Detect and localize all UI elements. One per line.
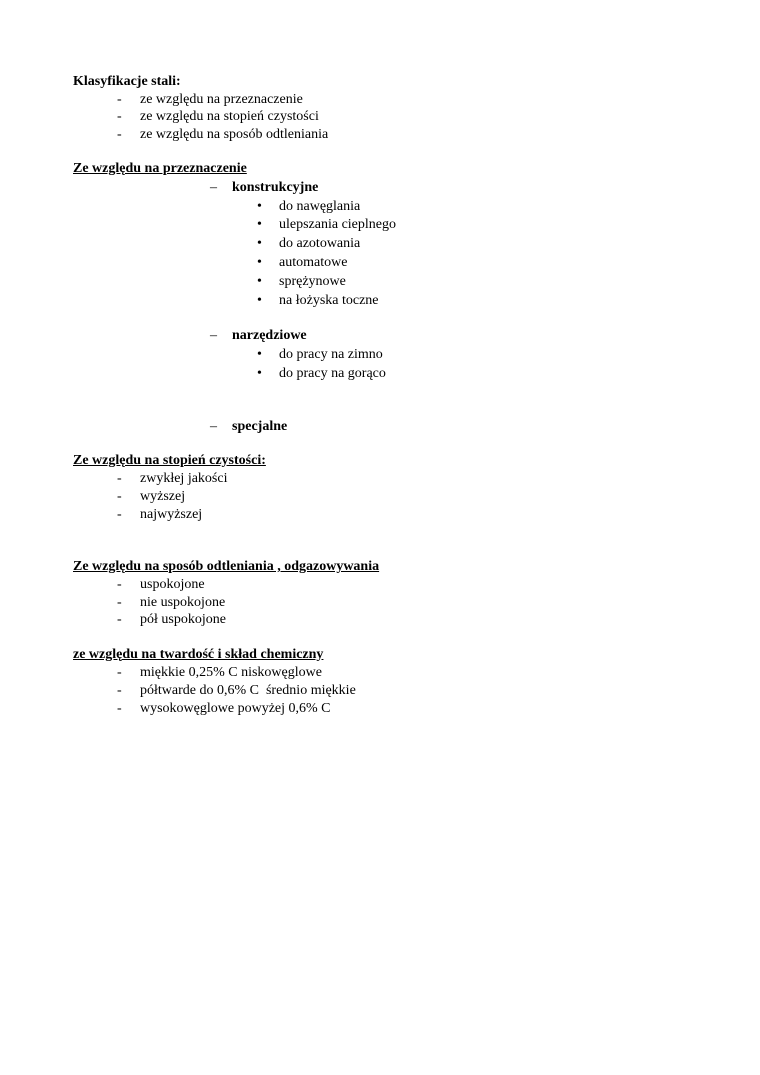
deoxidation-item: pół uspokojone — [140, 612, 226, 627]
dash-marker: - — [117, 507, 122, 522]
purpose-group-item: sprężynowe — [279, 274, 346, 289]
purity-item: najwyższej — [140, 507, 203, 522]
dash-marker: - — [117, 683, 122, 698]
purpose-group-name: konstrukcyjne — [232, 180, 319, 195]
dash-marker: - — [117, 577, 122, 592]
purpose-group-name: narzędziowe — [232, 328, 307, 343]
deoxidation-item: nie uspokojone — [140, 595, 226, 610]
dash-marker: - — [117, 701, 122, 716]
hardness-item: wysokowęglowe powyżej 0,6% C — [140, 701, 331, 716]
classification-item: ze względu na przeznaczenie — [140, 92, 303, 107]
deoxidation-item: uspokojone — [140, 577, 205, 592]
endash-marker: – — [210, 419, 217, 434]
deoxidation-heading: Ze względu na sposób odtleniania , odgazowywania — [73, 559, 380, 574]
purpose-group-name: specjalne — [232, 419, 288, 434]
purpose-group-item: do azotowania — [279, 236, 361, 251]
purpose-group-item: do pracy na zimno — [279, 347, 383, 362]
purpose-group-item: na łożyska toczne — [279, 293, 379, 308]
purpose-group-item: do nawęglania — [279, 199, 361, 214]
purity-item: zwykłej jakości — [140, 471, 228, 486]
purpose-group-item: do pracy na gorąco — [279, 366, 386, 381]
endash-marker: – — [210, 328, 217, 343]
dash-marker: - — [117, 127, 122, 142]
dash-marker: - — [117, 612, 122, 627]
dash-marker: - — [117, 109, 122, 124]
bullet-marker: • — [257, 255, 262, 270]
bullet-marker: • — [257, 236, 262, 251]
classification-item: ze względu na stopień czystości — [140, 109, 319, 124]
purity-heading: Ze względu na stopień czystości: — [73, 453, 266, 468]
dash-marker: - — [117, 92, 122, 107]
purpose-heading: Ze względu na przeznaczenie — [73, 161, 247, 176]
purity-item: wyższej — [140, 489, 186, 504]
bullet-marker: • — [257, 347, 262, 362]
bullet-marker: • — [257, 366, 262, 381]
dash-marker: - — [117, 489, 122, 504]
purpose-group-item: ulepszania cieplnego — [279, 217, 397, 232]
bullet-marker: • — [257, 274, 262, 289]
classification-item: ze względu na sposób odtleniania — [140, 127, 329, 142]
bullet-marker: • — [257, 293, 262, 308]
hardness-heading: ze względu na twardość i skład chemiczny — [73, 647, 324, 662]
dash-marker: - — [117, 471, 122, 486]
hardness-item: półtwarde do 0,6% C średnio miękkie — [140, 683, 356, 698]
purpose-group-item: automatowe — [279, 255, 348, 270]
hardness-item: miękkie 0,25% C niskowęglowe — [140, 665, 322, 680]
dash-marker: - — [117, 595, 122, 610]
endash-marker: – — [210, 180, 217, 195]
bullet-marker: • — [257, 199, 262, 214]
bullet-marker: • — [257, 217, 262, 232]
dash-marker: - — [117, 665, 122, 680]
classification-title: Klasyfikacje stali: — [73, 74, 181, 89]
